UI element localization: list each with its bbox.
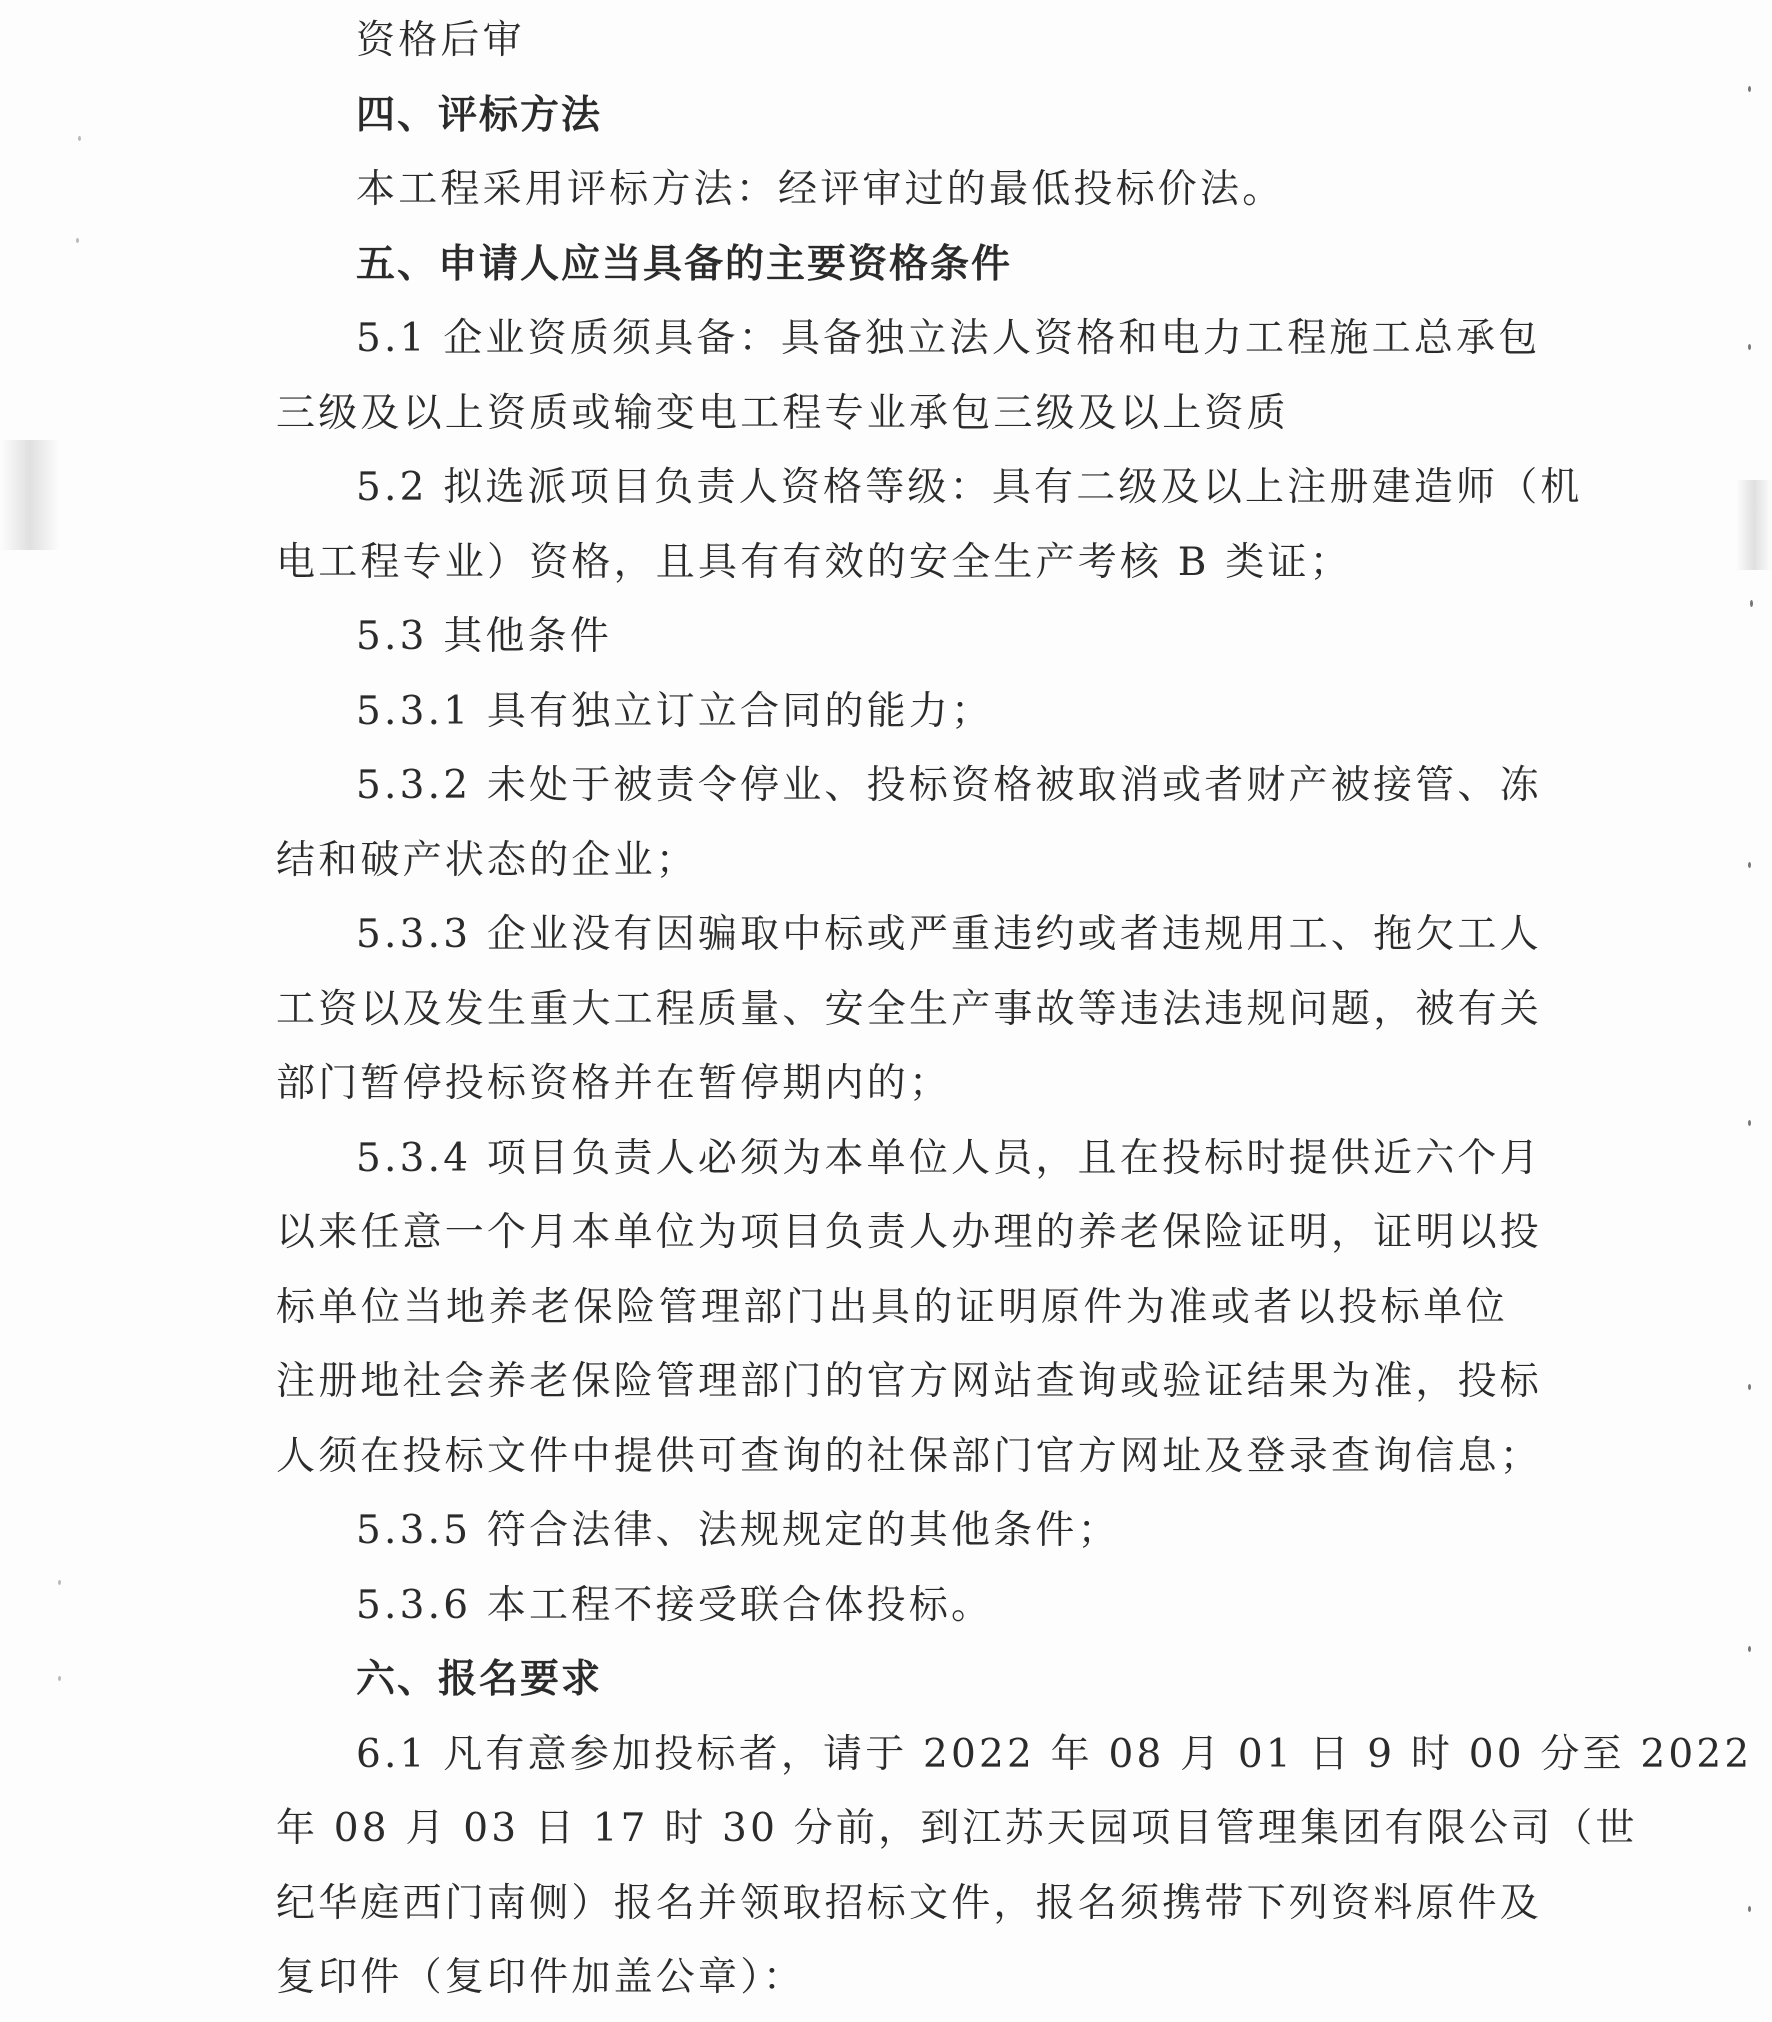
text-line: 5.3.2 未处于被责令停业、投标资格被取消或者财产被接管、冻 [356, 763, 1542, 808]
text-line: 5.3 其他条件 [356, 614, 613, 659]
text-line: 工资以及发生重大工程质量、安全生产事故等违法违规问题，被有关 [276, 986, 1543, 1032]
text-line: 5.3.6 本工程不接受联合体投标。 [356, 1582, 994, 1628]
scan-speck [58, 1676, 61, 1681]
scan-speck [1748, 344, 1751, 350]
text-line: 5.3.4 项目负责人必须为本单位人员，且在投标时提供近六个月 [356, 1135, 1542, 1181]
text-line: 本工程采用评标方法：经评审过的最低投标价法。 [356, 167, 1285, 212]
section-heading: 六、报名要求 [356, 1657, 603, 1702]
text-line: 标单位当地养老保险管理部门出具的证明原件为准或者以投标单位 [276, 1284, 1508, 1330]
scan-speck [1748, 1646, 1751, 1652]
scan-speck [1748, 1120, 1751, 1126]
text-line: 电工程专业）资格，且具有有效的安全生产考核 B 类证； [276, 539, 1352, 585]
text-line: 6.1 凡有意参加投标者，请于 2022 年 08 月 01 日 9 时 00 分至 2022 [356, 1731, 1753, 1777]
text-line: 5.1 企业资质须具备：具备独立法人资格和电力工程施工总承包 [356, 316, 1541, 361]
scan-speck [1748, 1906, 1751, 1912]
scan-speck [1750, 600, 1753, 607]
scan-speck [1748, 862, 1751, 868]
text-line: 三级及以上资质或输变电工程专业承包三级及以上资质 [276, 390, 1289, 436]
text-line: 5.3.3 企业没有因骗取中标或严重违约或者违规用工、拖欠工人 [356, 912, 1542, 957]
text-line: 5.2 拟选派项目负责人资格等级：具有二级及以上注册建造师（机 [356, 465, 1583, 510]
text-line: 资格后审 [356, 18, 525, 63]
text-line: 以来任意一个月本单位为项目负责人办理的养老保险证明，证明以投 [276, 1210, 1543, 1255]
text-line: 5.3.5 符合法律、法规规定的其他条件； [356, 1508, 1120, 1553]
document-body [276, 4, 1753, 2016]
scan-speck [78, 136, 81, 141]
scan-speck [58, 1580, 61, 1585]
text-line: 注册地社会养老保险管理部门的官方网站查询或验证结果为准，投标 [276, 1359, 1543, 1404]
text-line: 结和破产状态的企业； [276, 837, 699, 883]
scan-speck [76, 238, 79, 243]
text-line: 复印件（复印件加盖公章）： [276, 1955, 806, 2000]
scan-edge-shadow-left [0, 440, 60, 550]
scan-speck [1748, 1384, 1751, 1390]
section-heading: 五、申请人应当具备的主要资格条件 [356, 241, 1013, 287]
text-line: 年 08 月 03 日 17 时 30 分前，到江苏天园项目管理集团有限公司（世 [276, 1806, 1638, 1851]
text-line: 人须在投标文件中提供可查询的社保部门官方网址及登录查询信息； [276, 1433, 1543, 1479]
scan-speck [1748, 86, 1751, 92]
text-line: 部门暂停投标资格并在暂停期内的； [276, 1061, 952, 1106]
section-heading: 四、评标方法 [356, 92, 603, 138]
scan-edge-shadow-right [1736, 480, 1772, 570]
text-line: 5.3.1 具有独立订立合同的能力； [356, 688, 994, 734]
text-line: 纪华庭西门南侧）报名并领取招标文件，报名须携带下列资料原件及 [276, 1880, 1543, 1926]
